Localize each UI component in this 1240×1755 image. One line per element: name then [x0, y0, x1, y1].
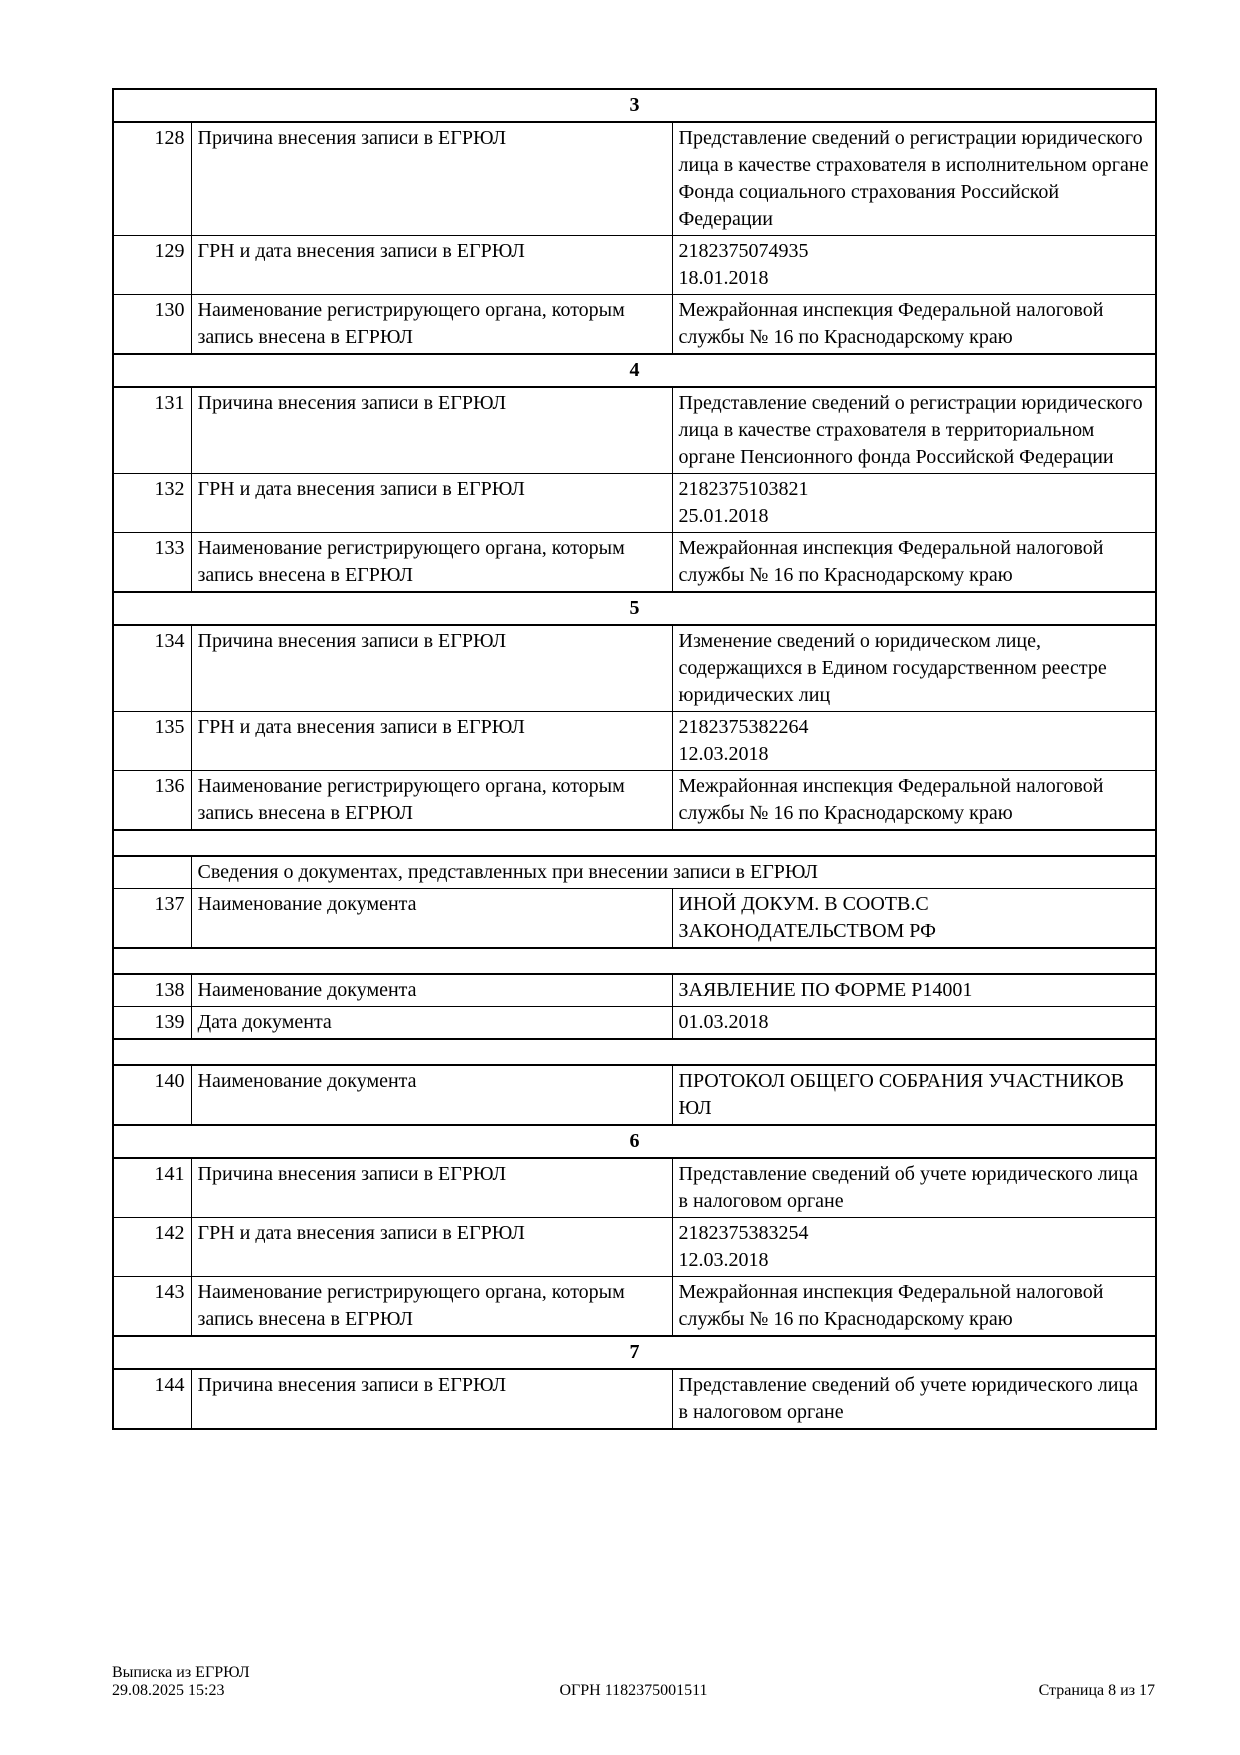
record-row	[113, 122, 1156, 236]
record-value	[672, 625, 1156, 712]
record-value	[672, 1277, 1156, 1337]
record-value	[672, 1065, 1156, 1125]
section-number: 4	[113, 354, 1156, 387]
record-number: 139	[113, 1007, 191, 1040]
section-header-row	[113, 1336, 1156, 1369]
record-value-line: Представление сведений о регистрации юридического лица в качестве страхователя в исполнительном органе Фонда социального страхования Российской Федерации	[678, 127, 1149, 230]
section-header-row	[113, 592, 1156, 625]
record-label: Наименование документа	[191, 889, 672, 949]
record-label: Наименование регистрирующего органа, которым запись внесена в ЕГРЮЛ	[191, 533, 672, 593]
record-row	[113, 387, 1156, 474]
record-value	[672, 474, 1156, 533]
record-number: 135	[113, 712, 191, 771]
record-number: 131	[113, 387, 191, 474]
record-row	[113, 974, 1156, 1007]
record-value	[672, 387, 1156, 474]
record-number: 129	[113, 236, 191, 295]
record-label: ГРН и дата внесения записи в ЕГРЮЛ	[191, 236, 672, 295]
record-number: 134	[113, 625, 191, 712]
egrul-table-body	[113, 89, 1156, 1429]
record-number: 141	[113, 1158, 191, 1218]
spacer-cell	[113, 1039, 1156, 1065]
record-number: 137	[113, 889, 191, 949]
record-value	[672, 1218, 1156, 1277]
spacer-row	[113, 948, 1156, 974]
record-row	[113, 533, 1156, 593]
record-label: Наименование документа	[191, 974, 672, 1007]
record-row	[113, 712, 1156, 771]
record-row	[113, 236, 1156, 295]
record-label: Причина внесения записи в ЕГРЮЛ	[191, 1158, 672, 1218]
record-label: Причина внесения записи в ЕГРЮЛ	[191, 122, 672, 236]
record-row	[113, 1369, 1156, 1429]
record-row	[113, 474, 1156, 533]
record-label: Дата документа	[191, 1007, 672, 1040]
record-label: Наименование документа	[191, 1065, 672, 1125]
spacer-cell	[113, 830, 1156, 856]
record-value-line: Межрайонная инспекция Федеральной налоговой службы № 16 по Краснодарскому краю	[678, 299, 1104, 348]
record-row	[113, 1065, 1156, 1125]
record-number: 133	[113, 533, 191, 593]
record-number: 138	[113, 974, 191, 1007]
spacer-row	[113, 1039, 1156, 1065]
record-number: 142	[113, 1218, 191, 1277]
record-value-line: 2182375103821	[678, 478, 809, 500]
record-row	[113, 771, 1156, 831]
record-row	[113, 1158, 1156, 1218]
record-value	[672, 889, 1156, 949]
record-row	[113, 1007, 1156, 1040]
record-value-line: 2182375382264	[678, 716, 809, 738]
record-label: Причина внесения записи в ЕГРЮЛ	[191, 625, 672, 712]
spacer-cell	[113, 948, 1156, 974]
footer-doc-type: Выписка из ЕГРЮЛ	[112, 1664, 250, 1681]
section-number: 3	[113, 89, 1156, 122]
footer-ogrn: ОГРН 1182375001511	[559, 1682, 708, 1699]
record-number: 143	[113, 1277, 191, 1337]
record-value-line: 2182375074935	[678, 240, 809, 262]
record-value-line: Изменение сведений о юридическом лице, содержащихся в Едином государственном реестре юридических лиц	[678, 630, 1107, 706]
record-number: 144	[113, 1369, 191, 1429]
spacer-row	[113, 830, 1156, 856]
record-value	[672, 1369, 1156, 1429]
record-label: Причина внесения записи в ЕГРЮЛ	[191, 1369, 672, 1429]
record-row	[113, 295, 1156, 355]
record-value-line: 25.01.2018	[678, 505, 769, 527]
record-value-line: 12.03.2018	[678, 1249, 769, 1271]
section-number: 5	[113, 592, 1156, 625]
record-value-line: Представление сведений об учете юридического лица в налоговом органе	[678, 1163, 1139, 1212]
section-header-row	[113, 89, 1156, 122]
record-label: Причина внесения записи в ЕГРЮЛ	[191, 387, 672, 474]
record-value	[672, 771, 1156, 831]
record-value-line: ПРОТОКОЛ ОБЩЕГО СОБРАНИЯ УЧАСТНИКОВ ЮЛ	[678, 1070, 1125, 1119]
section-number: 6	[113, 1125, 1156, 1158]
record-value-line: Представление сведений об учете юридического лица в налоговом органе	[678, 1374, 1139, 1423]
record-label: ГРН и дата внесения записи в ЕГРЮЛ	[191, 474, 672, 533]
record-value-line: Межрайонная инспекция Федеральной налоговой службы № 16 по Краснодарскому краю	[678, 775, 1104, 824]
record-value-line: 12.03.2018	[678, 743, 769, 765]
record-value-line: Межрайонная инспекция Федеральной налоговой службы № 16 по Краснодарскому краю	[678, 1281, 1104, 1330]
record-number: 132	[113, 474, 191, 533]
record-row	[113, 889, 1156, 949]
record-row	[113, 1218, 1156, 1277]
subheader-empty-number-cell	[113, 856, 191, 889]
record-value	[672, 533, 1156, 593]
record-label: Наименование регистрирующего органа, которым запись внесена в ЕГРЮЛ	[191, 1277, 672, 1337]
footer-page-number: Страница 8 из 17	[1038, 1682, 1156, 1699]
record-row	[113, 1277, 1156, 1337]
section-header-row	[113, 354, 1156, 387]
record-number: 136	[113, 771, 191, 831]
record-value	[672, 236, 1156, 295]
record-label: Наименование регистрирующего органа, которым запись внесена в ЕГРЮЛ	[191, 771, 672, 831]
record-label: Наименование регистрирующего органа, которым запись внесена в ЕГРЮЛ	[191, 295, 672, 355]
record-number: 130	[113, 295, 191, 355]
record-label: ГРН и дата внесения записи в ЕГРЮЛ	[191, 1218, 672, 1277]
record-value-line: 18.01.2018	[678, 267, 769, 289]
record-value	[672, 974, 1156, 1007]
record-value-line: ИНОЙ ДОКУМ. В СООТВ.С ЗАКОНОДАТЕЛЬСТВОМ РФ	[678, 893, 936, 942]
record-value	[672, 1158, 1156, 1218]
record-number: 128	[113, 122, 191, 236]
record-value-line: ЗАЯВЛЕНИЕ ПО ФОРМЕ Р14001	[678, 979, 973, 1001]
record-value	[672, 1007, 1156, 1040]
page-footer	[112, 1664, 1155, 1700]
record-value-line: Межрайонная инспекция Федеральной налоговой службы № 16 по Краснодарскому краю	[678, 537, 1104, 586]
record-value	[672, 712, 1156, 771]
section-header-row	[113, 1125, 1156, 1158]
record-row	[113, 625, 1156, 712]
record-value	[672, 295, 1156, 355]
record-value-line: 01.03.2018	[678, 1011, 769, 1033]
documents-subheader-row	[113, 856, 1156, 889]
record-label: ГРН и дата внесения записи в ЕГРЮЛ	[191, 712, 672, 771]
egrul-records-table	[112, 88, 1157, 1430]
record-value-line: Представление сведений о регистрации юридического лица в качестве страхователя в территориальном органе Пенсионного фонда Российской Федерации	[678, 392, 1143, 468]
subheader-label: Сведения о документах, представленных при внесении записи в ЕГРЮЛ	[191, 856, 1156, 889]
record-number: 140	[113, 1065, 191, 1125]
record-value-line: 2182375383254	[678, 1222, 809, 1244]
footer-datetime: 29.08.2025 15:23	[112, 1682, 225, 1699]
section-number: 7	[113, 1336, 1156, 1369]
footer-doc-info	[112, 1664, 460, 1700]
record-value	[672, 122, 1156, 236]
